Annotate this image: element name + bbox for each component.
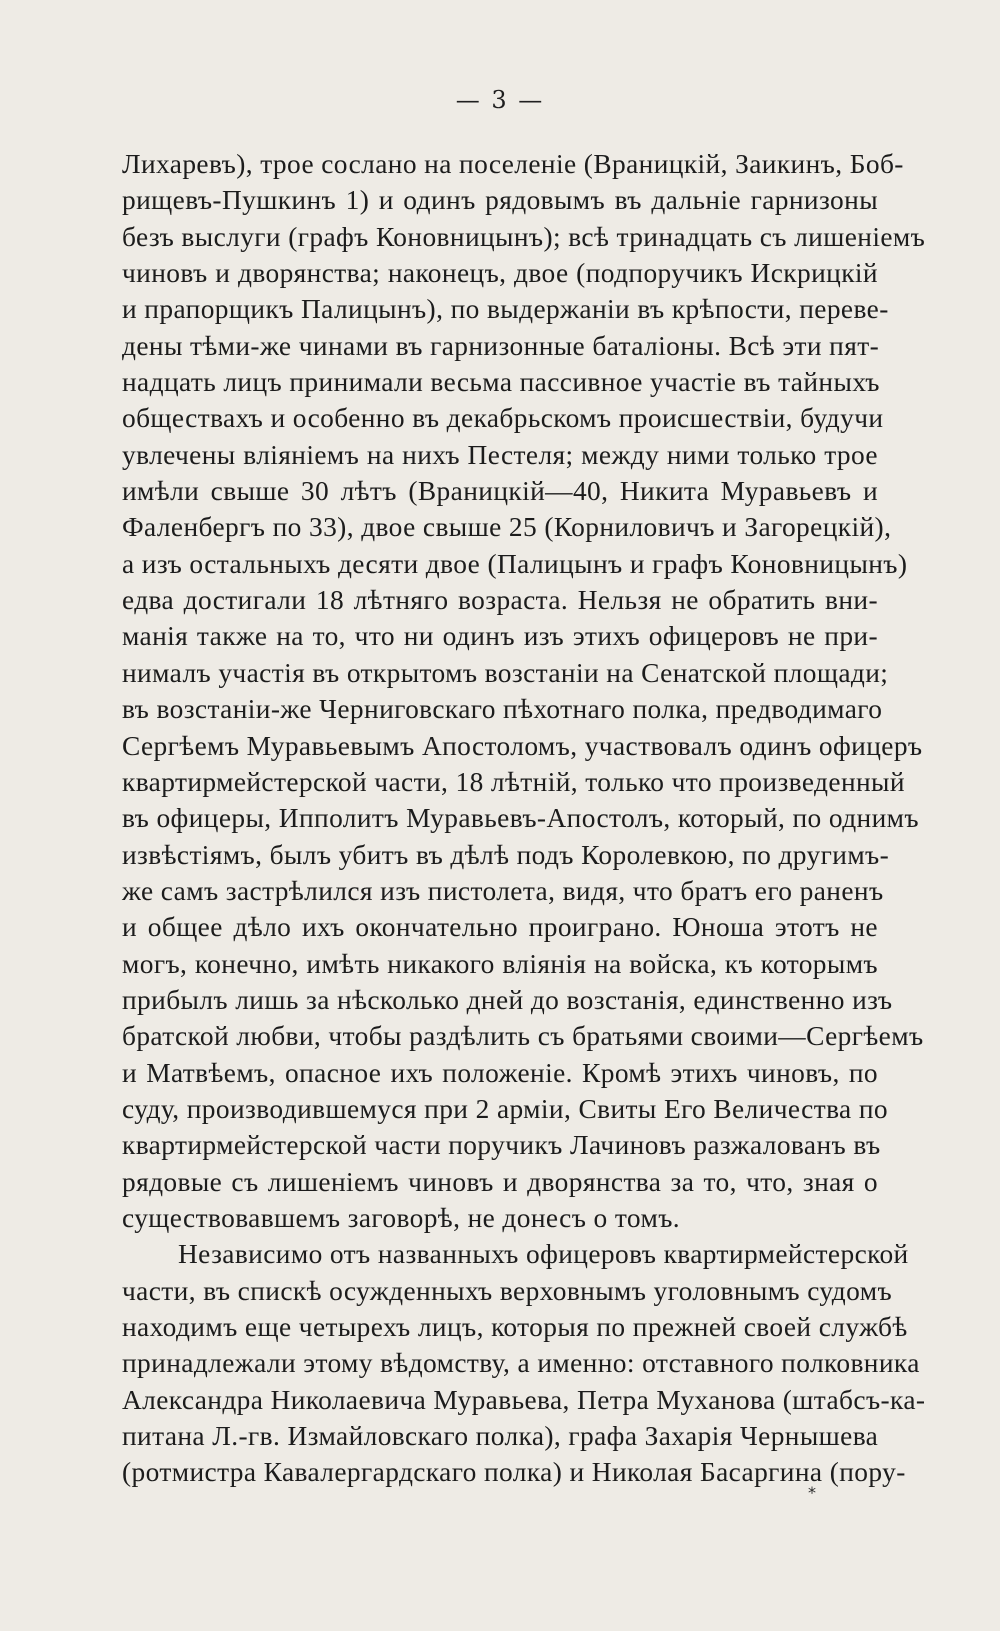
text-line: надцать лицъ принимали весьма пассивное участіе въ тайныхъ <box>122 367 880 398</box>
text-line: а изъ остальныхъ десяти двое (Палицынъ и графъ Коновницынъ) <box>122 548 908 579</box>
text-line: могъ, конечно, имѣть никакого вліянія на войска, къ которымъ <box>122 948 878 979</box>
text-line: квартирмейстерской части поручикъ Лачиновъ разжалованъ въ <box>122 1130 881 1161</box>
text-line: извѣстіямъ, былъ убитъ въ дѣлѣ подъ Королевкою, по другимъ- <box>122 839 890 870</box>
text-line: нималъ участія въ открытомъ возстаніи на Сенатской площади; <box>122 657 889 688</box>
text-line: манія также на то, что ни одинъ изъ этихъ офицеровъ не при- <box>122 621 878 652</box>
text-line: обществахъ и особенно въ декабрьскомъ происшествіи, будучи <box>122 403 884 434</box>
text-line: рядовые съ лишеніемъ чиновъ и дворянства за то, что, зная о <box>122 1166 878 1197</box>
text-line: Сергѣемъ Муравьевымъ Апостоломъ, участвовалъ одинъ офицеръ <box>122 730 923 761</box>
text-line: Фаленбергъ по 33), двое свыше 25 (Корниловичъ и Загорецкій), <box>122 512 892 543</box>
text-line: чиновъ и дворянства; наконецъ, двое (подпоручикъ Искрицкій <box>122 258 878 289</box>
text-line: и общее дѣло ихъ окончательно проиграно. Юноша этотъ не <box>122 912 878 943</box>
text-line: братской любви, чтобы раздѣлить съ братьями своими—Сергѣемъ <box>122 1021 924 1052</box>
text-line: питана Л.-гв. Измайловскаго полка), графа Захарія Чернышева <box>122 1421 879 1452</box>
paragraph-1 <box>122 146 926 1236</box>
text-line: суду, производившемуся при 2 арміи, Свиты Его Величества по <box>122 1093 889 1124</box>
text-line: едва достигали 18 лѣтняго возраста. Нельзя не обратить вни- <box>122 585 878 616</box>
text-line: находимъ еще четырехъ лицъ, которыя по прежней своей службѣ <box>122 1312 908 1342</box>
text-line: части, въ спискѣ осужденныхъ верховнымъ уголовнымъ судомъ <box>122 1275 893 1306</box>
text-line: же самъ застрѣлился изъ пистолета, видя, что братъ его раненъ <box>122 875 884 906</box>
text-line: Александра Николаевича Муравьева, Петра Муханова (штабсъ-ка- <box>122 1384 926 1415</box>
text-line: безъ выслуги (графъ Коновницынъ); всѣ тринадцать съ лишеніемъ <box>122 221 926 252</box>
text-line: существовавшемъ заговорѣ, не донесъ о томъ. <box>122 1202 681 1233</box>
text-line: рищевъ-Пушкинъ 1) и одинъ рядовымъ въ дальніе гарнизоны <box>122 185 878 216</box>
text-line: и Матвѣемъ, опасное ихъ положеніе. Кромѣ этихъ чиновъ, по <box>122 1057 878 1088</box>
text-line: Лихаревъ), трое сослано на поселеніе (Враницкій, Заикинъ, Боб- <box>122 149 904 179</box>
text-line: принадлежали этому вѣдомству, а именно: отставного полковника <box>122 1348 920 1379</box>
text-line: въ возстаніи-же Черниговскаго пѣхотнаго полка, предводимаго <box>122 694 883 725</box>
text-line: (ротмистра Кавалергардскаго полка) и Николая Басаргина (пору- <box>122 1457 906 1488</box>
text-line: Независимо отъ названныхъ офицеровъ квартирмейстерской <box>178 1239 909 1270</box>
text-line: дены тѣми-же чинами въ гарнизонные баталіоны. Всѣ эти пят- <box>122 330 880 361</box>
text-line: въ офицеры, Ипполитъ Муравьевъ-Апостолъ, который, по однимъ <box>122 803 919 834</box>
body-text <box>122 146 926 1491</box>
text-line: имѣли свыше 30 лѣтъ (Враницкій—40, Никита Муравьевъ и <box>122 476 878 507</box>
text-line: прибылъ лишь за нѣсколько дней до возстанія, единственно изъ <box>122 984 893 1015</box>
text-line: увлечены вліяніемъ на нихъ Пестеля; между ними только трое <box>122 439 878 470</box>
page-number: — 3 — <box>455 86 545 114</box>
footnote-mark: * <box>808 1483 816 1502</box>
paragraph-2 <box>122 1236 926 1490</box>
text-line: и прапорщикъ Палицынъ), по выдержаніи въ крѣпости, переве- <box>122 294 889 325</box>
text-line: квартирмейстерской части, 18 лѣтній, только что произведенный <box>122 766 905 797</box>
